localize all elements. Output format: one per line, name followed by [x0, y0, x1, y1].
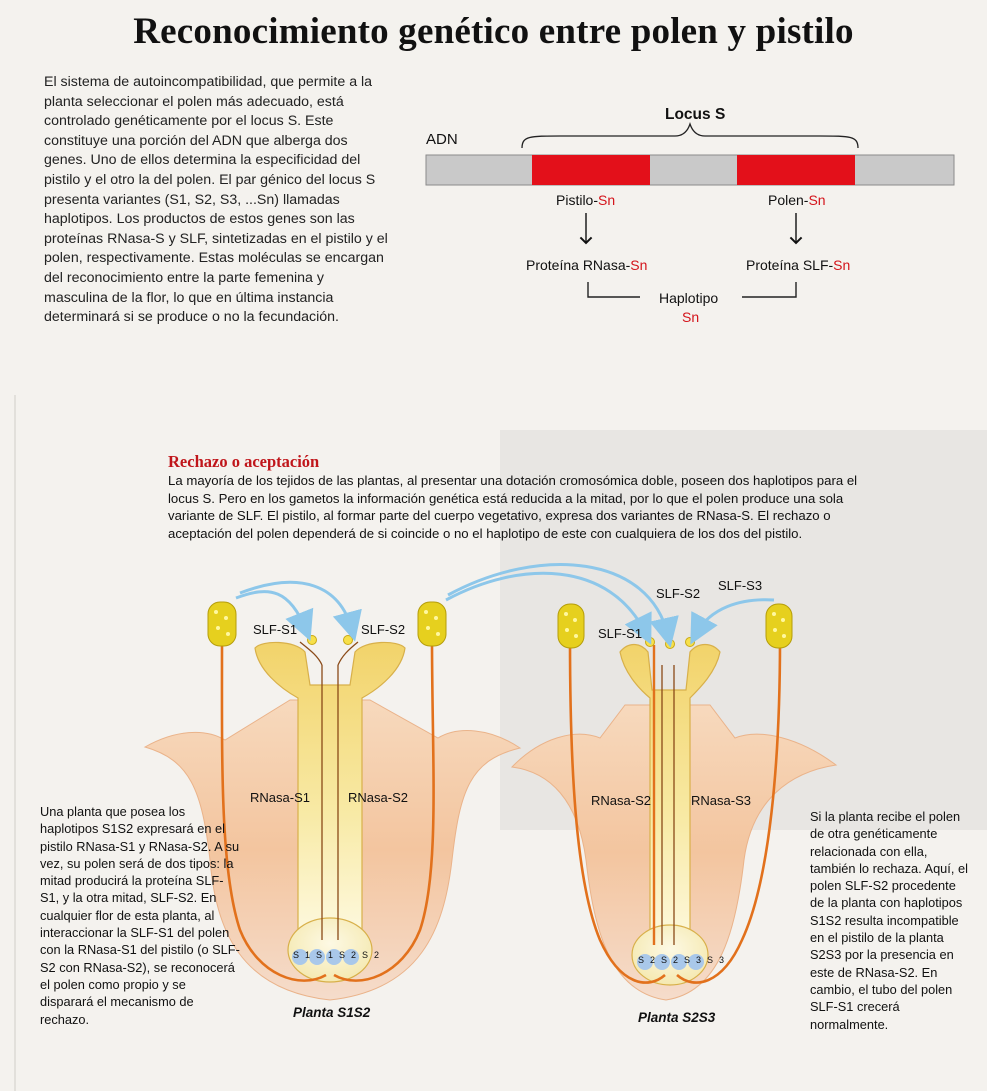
pistil-gene-text: Pistilo- — [556, 192, 599, 208]
pollen-gene-segment — [737, 155, 855, 185]
right-rnasa-b-label: RNasa-S3 — [691, 793, 751, 808]
dna-label: ADN — [426, 131, 458, 148]
section-text: La mayoría de los tejidos de las plantas, al presentar una dotación cromosómica doble, poseen dos haplotipos para el locus S. Pero en los gametos la información genética está reducida a la mitad, por lo que el polen produce una sola variante de SLF. El pistilo, al formar parte del cuerpo vegetativo, expresa dos variantes de RNasa-S. El rechazo o aceptación del polen dependerá de si coincide o no el haplotipo de este con cualquiera de los dos del pistilo. — [168, 473, 858, 541]
left-slf-a-label: SLF-S1 — [253, 622, 298, 637]
pollen-gene-label — [768, 192, 826, 208]
locus-label: Locus S — [665, 106, 726, 123]
page-title: Reconocimiento genético entre polen y pistilo — [133, 11, 854, 52]
left-explanation — [40, 803, 240, 1028]
protein-rnasa-label — [526, 257, 647, 273]
pistil-gene-segment — [532, 155, 650, 185]
haplotype-sn: Sn — [682, 309, 700, 325]
section-paragraph — [168, 472, 858, 542]
right-ovule-labels — [638, 955, 730, 965]
right-plant-caption: Planta S2S3 — [638, 1010, 716, 1025]
pollen-grain-left-a — [308, 636, 317, 645]
dna-strand — [426, 155, 954, 185]
left-ovule-3: S2 — [339, 950, 363, 960]
pollen-grain-right-b — [666, 640, 675, 649]
section-title: Rechazo o aceptación — [168, 452, 320, 471]
right-ovule-3: S3 — [684, 955, 708, 965]
anther-right-b — [766, 604, 792, 648]
locus-brace — [522, 124, 858, 148]
left-rnasa-b-label: RNasa-S2 — [348, 790, 408, 805]
pistil-gene-label — [556, 192, 615, 208]
left-explanation-text: Una planta que posea los haplotipos S1S2 expresará en el pistilo RNasa-S1 y RNasa-S2. A su vez, su polen será de dos tipos: la mitad producirá la proteína SLF-S1, y la otra mitad, SLF-S2. En cualquier flor de esta planta, al interaccionar la SLF-S1 del polen con la RNasa-S1 del pistilo (o SLF-S2 con RNasa-S2), se reconocerá el polen como propio y se disparará el mecanismo de rechazo. — [40, 804, 240, 1027]
left-slf-b-label: SLF-S2 — [361, 622, 406, 637]
right-ovule-4: S3 — [707, 955, 731, 965]
right-explanation — [810, 808, 970, 1033]
right-ovule-2: S2 — [661, 955, 685, 965]
dna-bar — [426, 155, 954, 185]
left-rnasa-a-label: RNasa-S1 — [250, 790, 310, 805]
left-ovule-1: S1 — [293, 950, 317, 960]
pollen-gene-sn: Sn — [808, 192, 826, 208]
intro-text: El sistema de autoincompatibilidad, que permite a la planta seleccionar el polen más adecuado, está controlado genéticamente por el locus S. Este constituye una porción del ADN que alberga dos genes. Uno de ellos determina la especificidad del pistilo y el otro la del polen. El par génico del locus S presenta variantes (S1, S2, S3, ...Sn) llamadas haplotipos. Los productos de estos genes son las proteínas RNasa-S y SLF, sintetizadas en el pistilo y el polen, respectivamente. Estas moléculas se encargan del reconocimiento entre la parte femenina y masculina de la flor, lo que en última instancia determinará si se produce o no la fecundación. — [44, 74, 388, 326]
slf-arrow-right — [696, 600, 774, 634]
haplotype-label: Haplotipo — [659, 290, 719, 306]
left-ovule-labels — [293, 950, 385, 960]
right-slf-b-label: SLF-S2 — [656, 586, 701, 601]
anther-right-a — [558, 604, 584, 648]
pollen-grain-left-b — [344, 636, 353, 645]
protein-slf-sn: Sn — [833, 257, 851, 273]
left-plant-caption: Planta S1S2 — [293, 1005, 371, 1020]
left-ovule-4: S2 — [362, 950, 386, 960]
protein-rnasa-text: Proteína RNasa- — [526, 257, 631, 273]
right-ovule-1: S2 — [638, 955, 662, 965]
protein-slf-text: Proteína SLF- — [746, 257, 834, 273]
protein-slf-label — [746, 257, 850, 273]
pistil-gene-sn: Sn — [598, 192, 616, 208]
left-ovule-2: S1 — [316, 950, 340, 960]
right-explanation-text: Si la planta recibe el polen de otra genéticamente relacionada con ella, también lo rechaza. Aquí, el polen SLF-S2 procedente de la planta con haplotipos S1S2 resulta incompatible en el pistilo de la planta S2S3 por la presencia en este de RNasa-S2. En cambio, el tubo del polen SLF-S1 crecerá normalmente. — [810, 809, 968, 1032]
pollen-gene-text: Polen- — [768, 192, 809, 208]
anther-left-a — [208, 602, 236, 646]
pollen-grain-right-c — [686, 638, 695, 647]
right-rnasa-a-label: RNasa-S2 — [591, 793, 651, 808]
anther-left-b — [418, 602, 446, 646]
protein-rnasa-sn: Sn — [630, 257, 648, 273]
right-slf-c-label: SLF-S3 — [718, 578, 763, 593]
pollen-grain-right-a — [646, 638, 655, 647]
right-slf-a-label: SLF-S1 — [598, 626, 643, 641]
haplotype-bracket-right — [742, 282, 796, 297]
haplotype-bracket-left — [588, 282, 640, 297]
